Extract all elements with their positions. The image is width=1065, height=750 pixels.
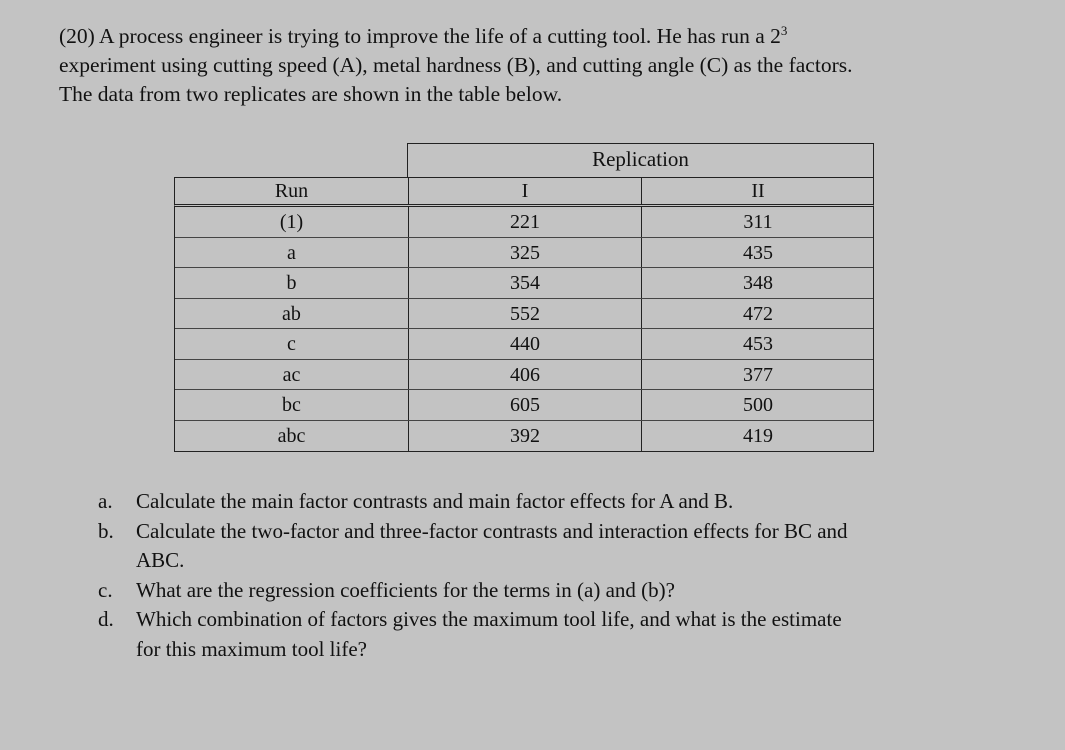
rep1-cell: 354 — [408, 268, 641, 298]
table-row — [175, 421, 873, 452]
rep1-cell: 605 — [408, 390, 641, 420]
question-label: d. — [98, 607, 114, 631]
problem-statement — [59, 22, 1049, 109]
question-label: a. — [98, 489, 113, 513]
table-row — [175, 299, 873, 330]
run-cell: c — [287, 333, 296, 355]
rep1-cell: 221 — [408, 207, 641, 237]
question-item — [98, 576, 1028, 606]
replication-header: Replication — [407, 143, 874, 177]
table-row — [175, 238, 873, 269]
rep2-cell: 435 — [641, 238, 874, 268]
rep1-cell: 392 — [408, 421, 641, 452]
run-cell: ac — [282, 363, 301, 386]
rep1-cell: 325 — [408, 238, 641, 268]
rep1-cell: 552 — [408, 299, 641, 329]
rep2-cell: 500 — [641, 390, 874, 420]
question-label: b. — [98, 518, 114, 543]
problem-line-2: experiment using cutting speed (A), metal hardness (B), and cutting angle (C) as the factors. — [59, 53, 853, 77]
exponent: 3 — [780, 23, 788, 38]
problem-line-3: The data from two replicates are shown in the table below. — [59, 82, 563, 106]
question-item — [98, 517, 1028, 576]
table-row — [175, 390, 873, 421]
rep1-cell: 440 — [408, 329, 641, 359]
question-item — [98, 605, 1028, 664]
question-text: Calculate the two-factor and three-factor contrasts and interaction effects for BC and — [136, 518, 848, 543]
question-text: Calculate the main factor contrasts and main factor effects for A and B. — [136, 489, 734, 513]
rep2-cell: 377 — [641, 360, 874, 390]
rep2-cell: 472 — [641, 299, 874, 329]
table-row — [175, 329, 873, 360]
question-text: for this maximum tool life? — [136, 636, 367, 661]
run-cell: a — [287, 241, 296, 264]
question-label: c. — [98, 577, 113, 602]
rep1-cell: 406 — [408, 360, 641, 390]
rep2-cell: 311 — [641, 207, 874, 237]
table-header-row — [174, 177, 874, 207]
column-header-rep1: I — [408, 178, 641, 204]
column-header-run: Run — [274, 180, 309, 202]
question-text: What are the regression coefficients for the terms in (a) and (b)? — [136, 577, 675, 602]
rep2-cell: 419 — [641, 421, 874, 452]
run-cell: ab — [282, 302, 301, 325]
run-cell: b — [286, 272, 297, 294]
table-row — [175, 360, 873, 391]
question-text: Which combination of factors gives the maximum tool life, and what is the estimate — [136, 607, 842, 631]
rep2-cell: 348 — [641, 268, 874, 298]
question-item — [98, 487, 1028, 517]
run-cell: (1) — [279, 211, 304, 233]
column-header-rep2: II — [641, 178, 874, 204]
table-row — [175, 268, 873, 299]
run-cell: abc — [277, 424, 306, 447]
data-table — [174, 143, 874, 455]
table-body — [174, 207, 874, 452]
question-list — [98, 487, 1028, 664]
table-row — [175, 207, 873, 238]
question-text: ABC. — [136, 548, 185, 572]
rep2-cell: 453 — [641, 329, 874, 359]
problem-line-1: (20) A process engineer is trying to improve the life of a cutting tool. He has run a $2^3$ — [59, 23, 788, 48]
run-cell: bc — [282, 394, 301, 416]
